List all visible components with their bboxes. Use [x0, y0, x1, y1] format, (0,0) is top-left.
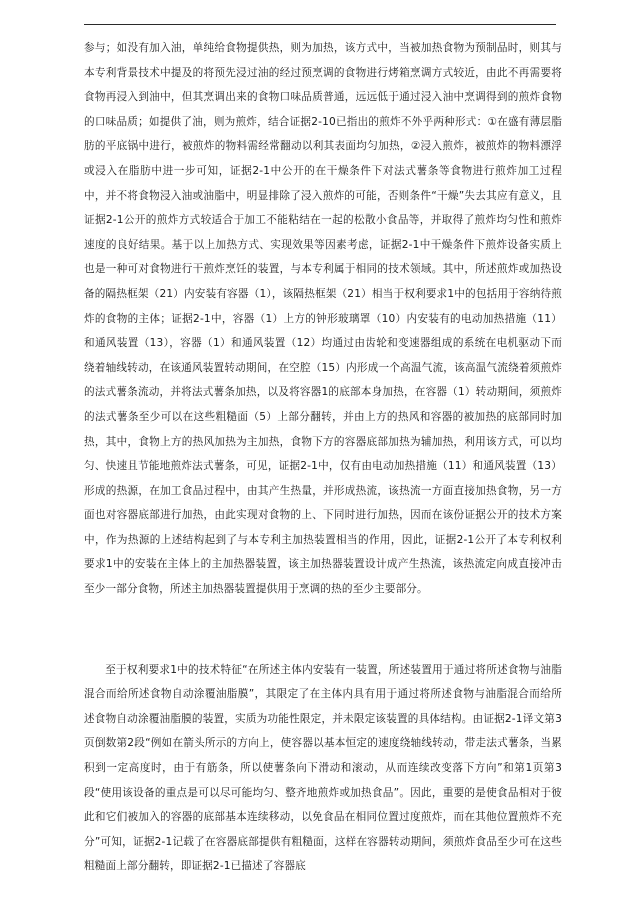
paragraph-claim-feature: 至于权利要求1中的技术特征“在所述主体内安装有一装置，所述装置用于通过将所述食物与油脂混合而给所述食物自动涂覆油脂膜”，其限定了在主体内具有用于通过将所述食物与油脂混合而给所述食物自动涂覆油脂膜的装置，实质为功能性限定，并未限定该装置的具体结构。由证据2-1译文第3页倒数第2段“例如在箭头所示的方向上，使容器以基本恒定的速度绕轴线转动，带走法式薯条，当累积到一定高度时，由于有筋条，所以使薯条向下滑动和滚动，从而连续改变落下方向”和第1页第3段“使用该设备的重点是可以尽可能均匀、整齐地煎炸或加热食品”。因此，重要的是使食品相对于彼此和它们被加入的容器的底部基本连续移动，以免食品在相同位置过度煎炸，而在其他位置煎炸不充分”可知，证据2-1记载了在容器底部提供有粗糙面，这样在容器转动期间，须煎炸食品至少可在这些粗糙面上部分翻转，即证据2-1已描述了容器底	[84, 663, 562, 873]
paragraph-evidence-analysis: 参与；如没有加入油，单纯给食物提供热，则为加热，该方式中，当被加热食物为预制品时，则其与本专利背景技术中提及的将预先浸过油的经过预烹调的食物进行烤箱烹调方式较近，由此不再需要将食物再浸入到油中，但其烹调出来的食物口味品质普通，远远低于通过浸入油中烹调得到的煎炸食物的口味品质；如提供了油，则为煎炸，结合证据2-10已指出的煎炸不外乎两种形式：①在盛有薄层脂肪的平底锅中进行，被煎炸的物料需经常翻动以利其表面均匀加热，②浸入煎炸，被煎炸的物料漂浮或浸入在脂肪中进一步可知，证据2-1中公开的在干燥条件下对法式薯条等食物进行煎炸加工过程中，并不将食物浸入油或油脂中，明显排除了浸入煎炸的可能，否则条件“干燥”失去其应有意义，且证据2-1公开的煎炸方式较适合于加工不能粘结在一起的松散小食品等，并取得了煎炸均匀性和煎炸速度的良好结果。基于以上加热方式、实现效果等因素考虑，证据2-1中干燥条件下煎炸设备实质上也是一种可对食物进行干煎炸烹饪的装置，与本专利属于相同的技术领域。其中，所述煎炸或加热设备的隔热框架（21）内安装有容器（1），该隔热框架（21）相当于权利要求1中的包括用于容纳待煎炸的食物的主体；证据2-1中，容器（1）上方的钟形玻璃罩（10）内安装有的电动加热措施（11）和通风装置（13），容器（1）和通风装置（12）均通过由齿轮和变速器组成的系统在电机驱动下而绕着轴线转动，在该通风装置转动期间，在空腔（15）内形成一个高温气流，该高温气流绕着须煎炸的法式薯条流动，并将法式薯条加热，以及将容器1的底部本身加热，在容器（1）转动期间，须煎炸的法式薯条至少可以在这些粗糙面（5）上部分翻转，并由上方的热风和容器的被加热的底部同时加热，其中，食物上方的热风加热为主加热，食物下方的容器底部加热为辅加热，利用该方式，可以均匀、快速且节能地煎炸法式薯条，可见，证据2-1中，仅有由电动加热措施（11）和通风装置（13）形成的热源，在加工食品过程中，由其产生热量，并形成热流，该热流一方面直接加热食物，另一方面也对容器底部进行加热，由此实现对食物的上、下同时进行加热，因而在该份证据公开的技术方案中，作为热源的上述结构起到了与本专利主加热装置相当的作用，因此，证据2-1公开了本专利权利要求1中的安装在主体上的主加热器装置，该主加热器装置设计成产生热流，该热流定向成直接冲击至少一部分食物，所述主加热器装置提供用于烹调的热的至少主要部分。	[84, 42, 562, 596]
document-body	[84, 36, 562, 879]
paragraph-gap	[84, 602, 562, 658]
header-rule	[84, 24, 556, 25]
